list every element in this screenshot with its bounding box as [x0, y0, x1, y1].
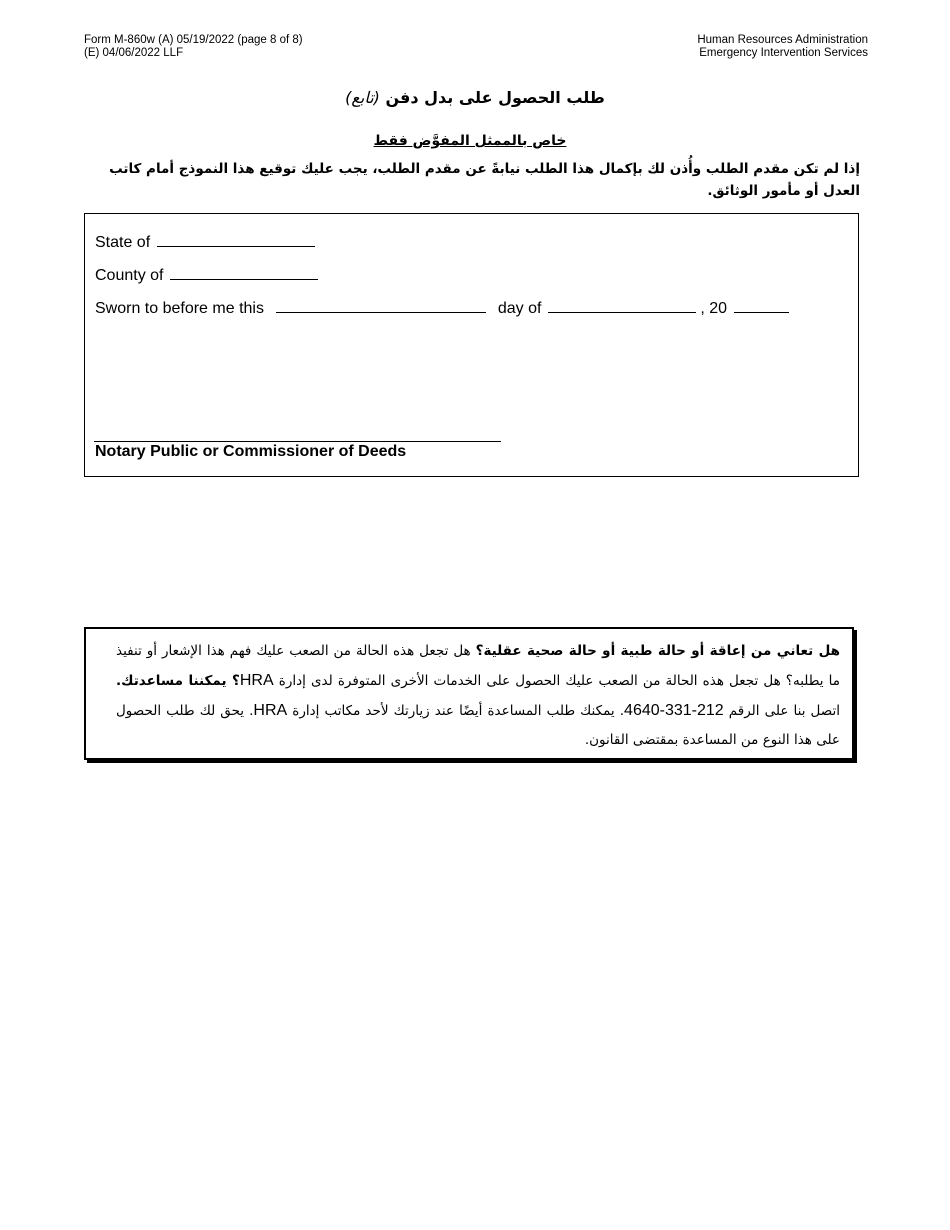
agency-block [697, 34, 868, 60]
hra-label: HRA [239, 672, 274, 689]
disability-question: هل تعاني من إعاقة أو حالة طبية أو حالة صحية عقلية؟ [475, 643, 840, 659]
division-name: Emergency Intervention Services [699, 47, 868, 59]
phone-number: 212-331-4640 [624, 702, 724, 719]
notary-signature-label: Notary Public or Commissioner of Deeds [95, 443, 407, 460]
form-id-line: Form M-860w (A) 05/19/2022 (page 8 of 8) [84, 34, 303, 46]
notice-text-4: . يحق لك طلب الحصول على هذا النوع من المساعدة بمقتضى القانون. [116, 703, 840, 748]
month-field[interactable] [548, 298, 696, 313]
sworn-row [95, 298, 789, 318]
state-field[interactable] [157, 232, 315, 247]
we-can-help: ؟ يمكننا مساعدتك. [116, 673, 240, 689]
state-label: State of [95, 234, 151, 251]
notice-text-1: هل تجعل هذه الحالة من الصعب عليك فهم هذا الإشعار أو تنفيذ ما يطلبه؟ هل تجعل هذه الحالة من الصعب عليك الحصول على الخدمات الأخرى المتوفرة لدى إدارة [116, 643, 841, 689]
county-row [95, 265, 318, 285]
notary-signature-line[interactable] [94, 441, 501, 442]
day-of-label: day of [497, 300, 542, 317]
year-field[interactable] [734, 298, 789, 313]
accessibility-notice [84, 627, 854, 760]
title-main: طلب الحصول على بدل دفن [385, 88, 605, 107]
form-identifier [84, 34, 303, 60]
agency-name: Human Resources Administration [697, 34, 868, 46]
county-label: County of [95, 267, 164, 284]
state-row [95, 232, 315, 252]
hra-label-2: HRA [253, 702, 288, 719]
section-instruction: إذا لم تكن مقدم الطلب وأُذن لك بإكمال هذا الطلب نيابةً عن مقدم الطلب، يجب عليك توقيع هذا النموذج أمام كاتب العدل أو مأمور الوثائق. [109, 161, 860, 199]
english-version-line: (E) 04/06/2022 LLF [84, 47, 184, 59]
accessibility-notice-text [116, 637, 840, 755]
year-prefix-label: , 20 [700, 300, 728, 317]
notary-section [84, 213, 859, 477]
notice-text-2: اتصل بنا على الرقم [728, 703, 840, 719]
title-continued: (تابع) [345, 88, 380, 107]
sworn-day-field[interactable] [276, 298, 486, 313]
sworn-label: Sworn to before me this [95, 300, 264, 317]
page-title [0, 88, 950, 107]
county-field[interactable] [170, 265, 318, 280]
notice-text-3: . يمكنك طلب المساعدة أيضًا عند زيارتك لأحد مكاتب إدارة [292, 703, 625, 719]
section-heading: خاص بالممثل المفوَّض فقط [373, 133, 567, 149]
